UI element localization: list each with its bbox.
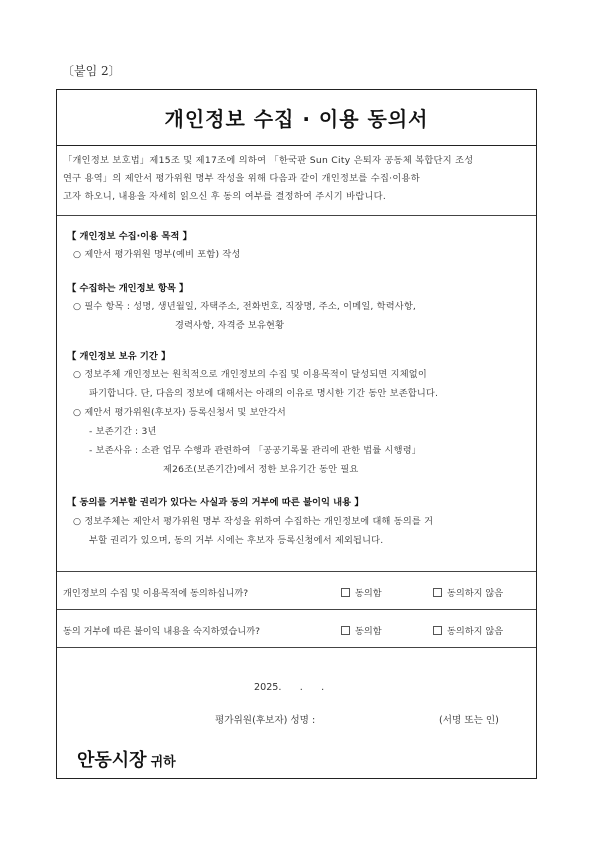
checkbox-icon[interactable]	[341, 626, 350, 635]
addressee	[77, 746, 176, 772]
intro-line: 연구 용역」의 제안서 평가위원 명부 작성을 위해 다음과 같이 개인정보를 수집·이용하	[63, 173, 420, 184]
signature-label: 평가위원(후보자) 성명 :	[215, 715, 316, 726]
retention-heading: 【 개인정보 보유 기간 】	[67, 351, 171, 362]
retention-reason-cont: 제26조(보존기간)에서 정한 보유기간 동안 필요	[163, 464, 359, 475]
intro-line: 「개인정보 보호법」제15조 및 제17조에 의하여 「한국판 Sun City 은퇴자 공동체 복합단지 조성	[63, 155, 474, 166]
agree-label: 동의함	[355, 626, 382, 637]
consent-question: 개인정보의 수집 및 이용목적에 동의하십니까?	[63, 588, 249, 599]
retention-period: - 보존기간 : 3년	[89, 426, 157, 437]
disagree-option[interactable]	[433, 585, 503, 599]
consent-form	[56, 89, 537, 779]
checkbox-icon[interactable]	[341, 588, 350, 597]
consent-row-disadvantage	[57, 610, 536, 648]
checkbox-icon[interactable]	[433, 626, 442, 635]
attachment-label: 〔붙임 2〕	[62, 64, 121, 78]
addressee-suffix: 귀하	[150, 755, 176, 770]
refusal-text-cont: 부할 권리가 있으며, 동의 거부 시에는 후보자 등록신청에서 제외됩니다.	[89, 535, 384, 546]
form-title: 개인정보 수집 · 이용 동의서	[164, 107, 429, 131]
date-line: 2025. . .	[254, 682, 325, 693]
signature-hint: (서명 또는 인)	[439, 715, 499, 726]
details-section	[57, 216, 536, 572]
disagree-label: 동의하지 않음	[447, 588, 504, 599]
title-row	[57, 90, 536, 146]
refusal-heading: 【 동의를 거부할 권리가 있다는 사실과 동의 거부에 따른 불이익 내용 】	[67, 497, 364, 508]
intro-line: 고자 하오니, 내용을 자세히 읽으신 후 동의 여부를 결정하여 주시기 바랍니다.	[63, 191, 387, 202]
items-heading: 【 수집하는 개인정보 항목 】	[67, 283, 189, 294]
intro-paragraph	[63, 152, 530, 206]
intro-row	[57, 146, 536, 216]
agree-option[interactable]	[341, 585, 382, 599]
purpose-heading: 【 개인정보 수집·이용 목적 】	[67, 231, 192, 242]
disagree-label: 동의하지 않음	[447, 626, 504, 637]
retention-text: ○ 정보주체 개인정보는 원칙적으로 개인정보의 수집 및 이용목적이 달성되면 지체없이	[73, 369, 427, 380]
items-text-cont: 경력사항, 자격증 보유현황	[175, 320, 285, 331]
consent-question: 동의 거부에 따른 불이익 내용을 숙지하였습니까?	[63, 626, 260, 637]
agree-label: 동의함	[355, 588, 382, 599]
checkbox-icon[interactable]	[433, 588, 442, 597]
refusal-text: ○ 정보주체는 제안서 평가위원 명부 작성을 위하여 수집하는 개인정보에 대해 동의를 거	[73, 516, 434, 527]
items-text: ○ 필수 항목 : 성명, 생년월일, 자택주소, 전화번호, 직장명, 주소, 이메일, 학력사항,	[73, 301, 417, 312]
disagree-option[interactable]	[433, 623, 503, 637]
consent-row-purpose	[57, 572, 536, 610]
retention-reason: - 보존사유 : 소관 업무 수행과 관련하여 「공공기록물 관리에 관한 법률 시행령」	[89, 445, 422, 456]
addressee-name: 안동시장	[77, 750, 147, 771]
retention-documents: ○ 제안서 평가위원(후보자) 등록신청서 및 보안각서	[73, 407, 286, 418]
purpose-text: ○ 제안서 평가위원 명부(예비 포함) 작성	[73, 249, 241, 260]
retention-text-cont: 파기합니다. 단, 다음의 정보에 대해서는 아래의 이유로 명시한 기간 동안 보존합니다.	[89, 388, 439, 399]
agree-option[interactable]	[341, 623, 382, 637]
